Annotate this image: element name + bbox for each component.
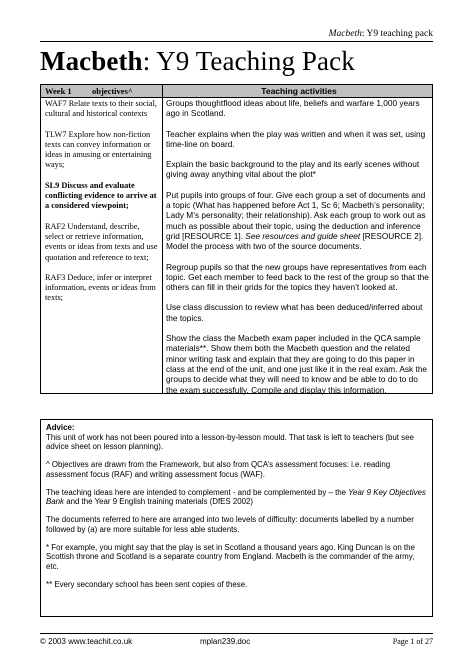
advice-paragraph: ^ Objectives are drawn from the Framework, but also from QCA’s assessment focuses: i.e. reading assessment focus (RAF) and writing assessment focus (WAF). [46, 460, 391, 479]
activity-groups: Put pupils into groups of four. Give each group a set of documents and a topic (What has happened before Act 1, Sc 6; Macbeth’s personality; Lady M’s personality; their relationship). Ask each group to work out as much as possible about their topic, using the deduction and inference grid [RESOURCE 1]. See resources and guide sheet [RESOURCE 2]. Model the process with two of the source documents. [166, 189, 426, 252]
objective-waf7: WAF7 Relate texts to their social, cultural and historical contexts [45, 99, 157, 119]
objective-sl9: SL9 Discuss and evaluate conflicting evidence to arrive at a considered viewpoint; [45, 180, 157, 211]
objectives-column [45, 99, 159, 314]
running-header-title: Macbeth [328, 29, 362, 39]
activity-background: Explain the basic background to the play and its early scenes without giving away anything vital about the plot* [166, 159, 420, 180]
advice-paragraph: The documents referred to here are arranged into two levels of difficulty: documents labelled by a number followed by (a) are more suitable for less able students. [46, 515, 414, 534]
advice-paragraph: This unit of work has not been poured into a lesson-by-lesson mould. That task is left to teachers (but see advice sheet on lesson planning). [46, 432, 414, 451]
table-header-row [41, 85, 432, 98]
page-title-main: Macbeth [40, 46, 143, 76]
advice-box [40, 419, 433, 617]
header-objectives: objectives^ [92, 86, 133, 96]
activity-class-discussion: Use class discussion to review what has been deduced/inferred about the topics. [166, 302, 423, 323]
lesson-table [40, 84, 433, 394]
advice-paragraph: The teaching ideas here are intended to complement - and be complemented by – the Year 9 Key Objectives Bank and the Year 9 English training materials (DfES 2002) [46, 487, 426, 506]
page-title-rest: : Y9 Teaching Pack [142, 46, 355, 76]
activity-timeline: Teacher explains when the play was written and when it was set, using time-line on board. [166, 128, 426, 149]
objective-raf3: RAF3 Deduce, infer or interpret information, events or ideas from texts; [45, 272, 156, 303]
footer-rule [40, 633, 433, 634]
activity-thoughtflood: Groups thoughtflood ideas about life, beliefs and warfare 1,000 years ago in Scotland. [166, 98, 420, 119]
page-title [40, 46, 355, 77]
footer-filename: mplan239.doc [200, 637, 251, 646]
activity-exam-paper: Show the class the Macbeth exam paper included in the QCA sample materials**. Show them both the Macbeth question and the related minor writing task and explain that they are going to do this paper in class at the end of the unit, and one just like it in the real exam. Ask the groups to decide what they will need to know and be able to do to do the exam successfully. Compile and display this information. [166, 333, 428, 395]
footer-page-number: Page 1 of 27 [392, 637, 433, 646]
footer-copyright: © 2003 www.teachit.co.uk [40, 637, 133, 646]
header-teaching-activities: Teaching activities [261, 86, 337, 96]
header-rule [40, 41, 433, 42]
advice-paragraph: * For example, you might say that the play is set in Scotland a thousand years ago. King Duncan is on the Scottish throne and Scotland is a separate country from England. Macbeth is the commander of the army, etc. [46, 542, 415, 571]
objective-raf2: RAF2 Understand, describe, select or retrieve information, events or ideas from texts and use quotation and reference to text; [45, 221, 158, 262]
advice-heading: Advice: [46, 423, 75, 432]
running-header [329, 29, 433, 39]
column-divider [162, 85, 163, 393]
objective-tlw7: TLW7 Explore how non-fiction texts can convey information or ideas in amusing or entertaining ways; [45, 129, 152, 170]
advice-paragraph: ** Every secondary school has been sent copies of these. [46, 579, 248, 589]
header-week: Week 1 [45, 86, 72, 96]
running-header-rest: : Y9 teaching pack [361, 29, 433, 39]
activity-regroup: Regroup pupils so that the new groups have representatives from each topic. Get each member to feed back to the rest of the group so that the others can fill in their grids for the topics they haven’t looked at. [166, 261, 429, 293]
activities-column [166, 98, 430, 405]
